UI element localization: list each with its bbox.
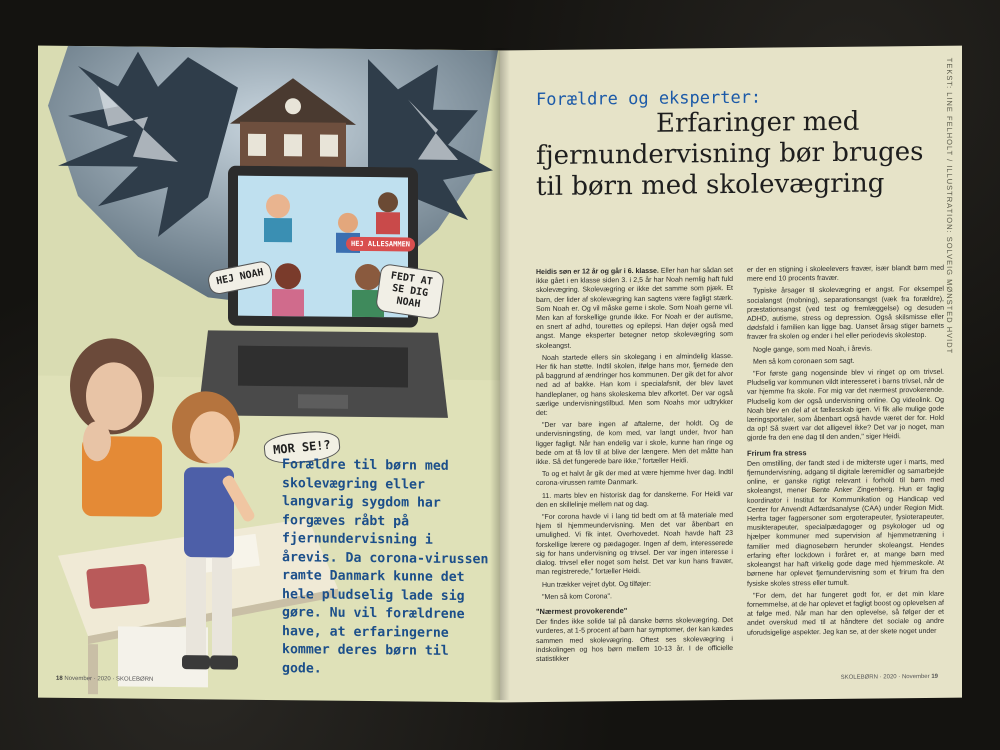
paragraph-text: Noah startede ellers sin skolegang i en almindelig klasse. Her fik han støtte. Indtil skolen, ifølge hans mor, fjernede den på baggrund af ændringer hos kommunen. Der gik det for alvor ned ad af bakke. Han kom i specialafsnit, der blev lavet handleplaner, og hans skoleskema blev afkortet. Der var også særlige undervisningstilbud. Men som Noahs mor udtrykker det: — [536, 352, 733, 418]
article-headline — [536, 106, 936, 203]
paragraph-text: "For dem, det har fungeret godt for, er det min klare fornemmelse, at de har oplevet et fagligt boost og oplevelsen af at følge med. Når man har den oplevelse, så følger der et andet overskud med til at håndtere det sociale og andre uforudsigelige aspekter. Jeg kan se, at der skete noget under — [747, 590, 944, 637]
right-page — [500, 46, 962, 703]
boy-figure-icon — [156, 387, 266, 688]
paragraph — [536, 578, 733, 589]
paragraph — [536, 511, 733, 577]
paragraph — [536, 352, 733, 418]
paragraph-text: Hun trækker vejret dybt. Og tilføjer: — [542, 580, 651, 589]
article-column-1 — [536, 266, 733, 678]
paragraph-text: "Men så kom Corona". — [542, 592, 612, 601]
article-credit: TEKST: LINE FELHOLT / ILLUSTRATION: SOLVEIG MØNSTED HVIDT — [945, 57, 954, 355]
paragraph — [536, 468, 733, 488]
paragraph — [536, 266, 733, 351]
paragraph — [747, 368, 944, 444]
speech-bubble-fedt: FEDT AT SE DIG NOAH — [375, 263, 445, 320]
footer-left-text: November · 2020 · SKOLEBØRN — [64, 675, 154, 683]
paragraph-text: "Der var bare ingen af aftalerne, der holdt. Og de undervisningsting, de kom med, var langt under, hvor han ligger fagligt. Når han endelig var i skole, kunne han ringe og bede om at få lov til at blive der længere. Men det måtte han ikke. Så det fungerede bare ikke," fortæller Heidi. — [536, 420, 733, 467]
footer-left — [56, 676, 153, 683]
intro-text: Forældre til børn med skolevægring eller langvarig sygdom har forgæves råbt på fjernundervisning i årevis. Da corona-virussen ramte Danmark kunne det hele pludselig lade sig gøre. Nu vil forældrene have, at erfaringerne kommer deres børn til gode. — [282, 457, 489, 677]
paragraph-text: Men så kom coronaen som sagt. — [753, 357, 855, 366]
paragraph — [747, 589, 944, 637]
section-heading: Frirum fra stress — [747, 447, 807, 458]
paragraph-lead-bold: Heidis søn er 12 år og går i 6. klasse. — [536, 267, 659, 277]
paragraph — [747, 343, 944, 354]
paragraph — [747, 458, 944, 589]
paragraph — [747, 356, 944, 367]
paragraph-text: Typiske årsager til skolevægring er angst. For eksempel socialangst (mobning), separationsangst (væk fra forældre), præstationsangst (ved test og fremlæggelse) og desuden ADHD, autisme, stress og depression. Også skilsmisse eller dødsfald i familien kan ligge bag. Uanset årsag stiger barnets fravær fra skolen og ender i hel eller periodevis skolestop. — [747, 286, 944, 342]
article-body — [536, 264, 944, 678]
speech-bubble-mor-se: MOR SE!? — [263, 429, 342, 466]
paragraph-text: Eller han har sådan set ikke gået i en klasse siden 3. i 2,5 år har Noah nemlig haft fuld skolevægring. Skolevægring er ikke det samme som pjæk. Et barn, der lider af skolevægring kan sagtens være fagligt stærk. Som Noah er. Og vil måske gerne i skole. Som Noah gerne vil. Men kan af forskellige grunde ikke. For Noah er der autisme, en snert af adhd, tourettes og epilepsi. Han døjer også med angst. Mange eksperter betegner netop skolevægring som skoleangst. — [536, 266, 734, 350]
article-kicker: Forældre og eksperter: — [536, 87, 762, 111]
paragraph — [747, 285, 944, 342]
paragraph-text: er der en stigning i skoleelevers fravær, især blandt børn med mere end 10 procents fravær. — [747, 264, 944, 284]
footer-right-text: SKOLEBØRN · 2020 · November — [840, 673, 930, 681]
paragraph-text: Den omstilling, der fandt sted i de midterste uger i marts, med fjernundervisning, adgang til digitale læremidler og samarbejde online, er ganske rigtigt relevant i forhold til børn med skoleangst, mener Bente Anker Zingenberg. Hun er faglig koordinator i Institut for Kommunikation og Handicap ved Center for Anvendt Adfærdsanalyse (CAA) under Region Midt. Herfra tager fagpersoner som ergoterapeuter, fysioterapeuter, musikterapeuter, specialpædagoger og psykologer ud og hjælper kommuner med supervision af hjemmetræning i familier med diagnosebørn herunder skoleangst. Hendes erfaring efter lockdown i foråret er, at mange børn med skoleangst har haft virkelig gode dage med hjemmeskole. At børnene har oplevet fjernundervisning som et frirum fra den fysiske skoles stress eller tumult. — [747, 458, 944, 588]
paragraph-text: "For første gang nogensinde blev vi ringet op om trivsel. Pludselig var kommunen vildt interesseret i barns trivsel, når de var hjemme fra skole. For mig var det nærmest provokerende. Pludselig kom der også undervisning online. Og videolink. Og Noah blev en del af et fællesskab igen. Vi fik alle mulige gode læringsportaler, som åbenbart også havde været der for. Hold da op! Så svært var det alligevel ikke? Det var jo noget, man gjorde fra den ene dag til den anden," siger Heidi. — [747, 368, 944, 443]
paragraph — [536, 616, 733, 664]
section-heading: "Nærmest provokerende" — [536, 605, 628, 616]
article-column-2 — [747, 264, 944, 676]
speech-bubble-small: HEJ ALLESAMMEN — [346, 237, 415, 252]
magazine-spread — [28, 48, 972, 700]
footer-right — [841, 674, 938, 681]
paragraph — [536, 419, 733, 467]
paragraph-text: Nogle gange, som med Noah, i årevis. — [753, 345, 873, 354]
paragraph-text: To og et halvt år gik der med at være hjemme hver dag. Indtil corona-virussen ramte Danmark. — [536, 469, 733, 488]
paragraph — [536, 591, 733, 602]
paragraph — [747, 264, 944, 284]
left-page — [38, 46, 500, 703]
paragraph-text: "For corona havde vi i lang tid bedt om at få materiale med hjem til hjemmeundervisning. Men det var åbenbart en umulighed. Vi fik intet. Overhovedet. Noah havde haft 23 forskellige lærere og pædagoger. Ingen af dem, interesserede sig for hans undervisning og trivsel. Der var ingen interesse i dialog. trivsel eller noget som helst. Det var kun hans fravær, man registrerede," fortæller Heidi. — [536, 512, 733, 577]
speech-bubble-hej-noah: HEJ NOAH — [206, 260, 274, 296]
paragraph-text: 11. marts blev en historisk dag for danskerne. For Heidi var den en skillelinje mellem nat og dag. — [536, 490, 733, 509]
page-number-left: 18 — [56, 675, 63, 682]
headline-rest: fjernundervisning bør bruges til børn med skolevægring — [536, 136, 924, 203]
page-number-right: 19 — [931, 673, 938, 680]
paragraph — [536, 490, 733, 510]
headline-first-line: Erfaringer med — [656, 106, 860, 139]
paragraph-text: Der findes ikke solide tal på danske børns skolevægring. Det vurderes, at 1-5 procent af børn har symptomer, der kan kædes sammen med skolevægring. Oftest ses skolevægring i indskolingen og hos børn mellem 10-13 år. I de officielle statistikker — [536, 617, 733, 663]
spine-gutter — [490, 48, 510, 700]
